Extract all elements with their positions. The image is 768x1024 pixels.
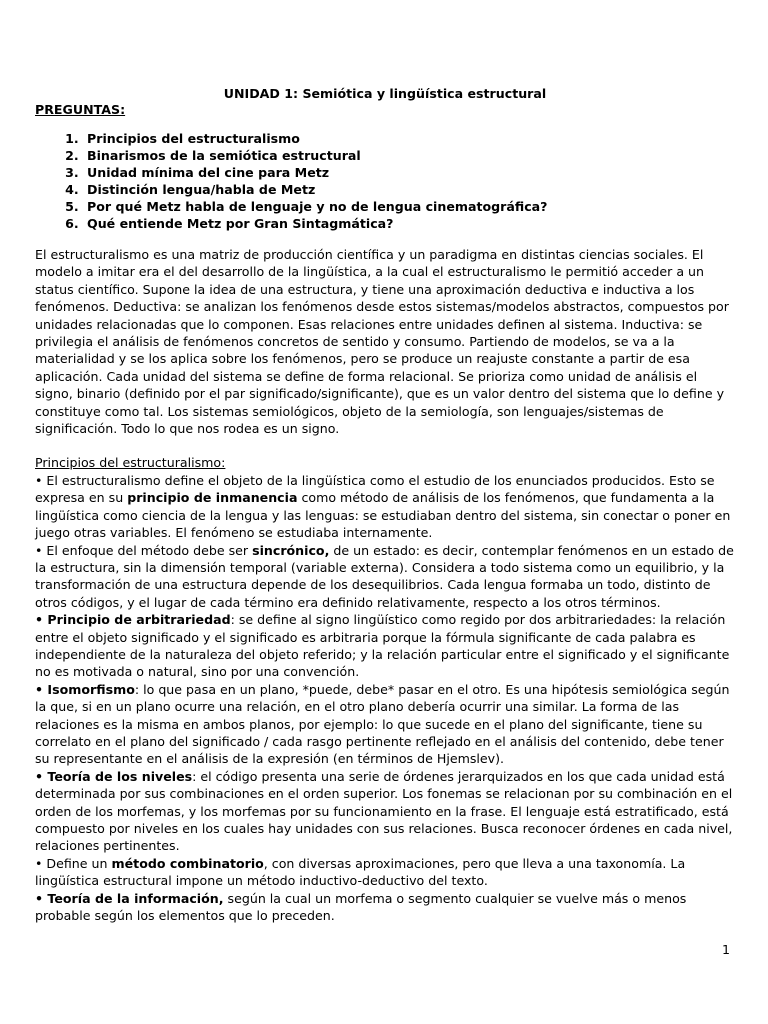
principle-paragraph bbox=[35, 611, 735, 681]
question-item: 1. Principios del estructuralismo bbox=[83, 130, 735, 147]
principle-text: : el código presenta una serie de órdenes jerarquizados en los que cada unidad está determinada por sus combinaciones en el orden superior. Los fonemas se relacionan por su combinación en el orden de los morfemas, y los morfemas por su funcionamiento en la frase. El lenguaje está estratificado, está compuesto por niveles en los cuales hay unidades con sus relaciones. Busca reconocer órdenes en cada nivel, relaciones pertinentes. bbox=[35, 768, 733, 854]
principle-paragraph bbox=[35, 890, 735, 925]
document-body bbox=[35, 86, 735, 924]
question-item: 3. Unidad mínima del cine para Metz bbox=[83, 164, 735, 181]
question-item: 4. Distinción lengua/habla de Metz bbox=[83, 181, 735, 198]
document-title: UNIDAD 1: Semiótica y lingüística estructural bbox=[223, 86, 547, 101]
principle-paragraph bbox=[35, 768, 735, 855]
principle-text: : se define al signo lingüístico como regido por dos arbitrariedades: la relación entre el objeto significado y el significado es arbitraria porque la fórmula significante de cada palabra es independiente de la naturaleza del objeto referido; y la relación particular entre el significado y el significante no es motivada o natural, sino por una convención. bbox=[35, 612, 730, 680]
question-item: 5. Por qué Metz habla de lenguaje y no de lengua cinematográfica? bbox=[83, 198, 735, 215]
principle-paragraph bbox=[35, 855, 735, 890]
principle-term: sincrónico, bbox=[252, 542, 330, 558]
questions-list bbox=[35, 130, 735, 232]
principle-term: • Isomorfismo bbox=[35, 681, 135, 697]
principle-text: de un estado: es decir, contemplar fenómenos en un estado de la estructura, sin la dimensión temporal (variable externa). Considera a todo sistema como un equilibrio, y la transformación de una estructura depende de los desequilibrios. Cada lengua formaba un todo, distinto de otros códigos, y el lugar de cada término era definido relativamente, respecto a los otros términos. bbox=[35, 542, 734, 610]
principle-term: método combinatorio bbox=[111, 855, 264, 871]
principle-paragraph bbox=[35, 681, 735, 768]
section-heading: Principios del estructuralismo: bbox=[35, 455, 226, 471]
principle-term: • Principio de arbitrariedad bbox=[35, 612, 231, 628]
principle-term: • Teoría de los niveles bbox=[35, 768, 193, 784]
principle-term: principio de inmanencia bbox=[127, 490, 298, 506]
principle-paragraph bbox=[35, 472, 735, 542]
questions-heading: PREGUNTAS: bbox=[35, 102, 126, 117]
principle-paragraph bbox=[35, 542, 735, 612]
principle-text: , con diversas aproximaciones, pero que lleva a una taxonomía. La lingüística estructural impone un método inductivo-deductivo del texto. bbox=[35, 855, 686, 889]
principle-term: • Teoría de la información, bbox=[35, 890, 224, 906]
question-item: 6. Qué entiende Metz por Gran Sintagmática? bbox=[83, 215, 735, 232]
intro-paragraph: El estructuralismo es una matriz de producción científica y un paradigma en distintas ciencias sociales. El modelo a imitar era el del desarrollo de la lingüística, a la cual el estructuralismo le permitió acceder a un status científico. Supone la idea de una estructura, y tiene una aproximación deductiva e inductiva a los fenómenos. Deductiva: se analizan los fenómenos desde estos sistemas/modelos abstractos, compuestos por unidades relacionadas que lo componen. Esas relaciones entre unidades definen al sistema. Inductiva: se privilegia el análisis de fenómenos concretos de sentido y consumo. Partiendo de modelos, se va a la materialidad y se los aplica sobre los fenómenos, pero se produce un reajuste constante a partir de esa aplicación. Cada unidad del sistema se define de forma relacional. Se prioriza como unidad de análisis el signo, binario (definido por el par significado/significante), que es un valor dentro del sistema que lo define y constituye como tal. Los sistemas semiológicos, objeto de la semiología, son lenguajes/sistemas de significación. Todo lo que nos rodea es un signo. bbox=[35, 247, 729, 437]
principle-text: • Define un bbox=[35, 855, 112, 871]
principle-text: según la cual un morfema o segmento cualquier se vuelve más o menos probable según los elementos que lo preceden. bbox=[35, 890, 687, 924]
principle-text: • El estructuralismo define el objeto de la lingüística como el estudio de los enunciados producidos. Esto se expresa en su bbox=[35, 472, 715, 506]
page-number: 1 bbox=[722, 942, 731, 957]
question-item: 2. Binarismos de la semiótica estructural bbox=[83, 147, 735, 164]
principle-text: • El enfoque del método debe ser bbox=[35, 542, 253, 558]
principle-text: : lo que pasa en un plano, *puede, debe* pasar en el otro. Es una hipótesis semiológica según la que, si en un plano ocurre una relación, en el otro plano debería ocurrir una similar. La forma de las relaciones es la misma en ambos planos, por ejemplo: lo que sucede en el plano del significante, tiene su correlato en el plano del significado / cada rasgo pertinente reflejado en el análisis del contenido, debe tener su representante en el análisis de la expresión (en términos de Hjemslev). bbox=[35, 681, 730, 767]
principle-text: como método de análisis de los fenómenos, que fundamenta a la lingüística como ciencia de la lengua y las lenguas: se estudiaban dentro del sistema, sin conectar o poner en juego otras variables. El fenómeno se estudiaba internamente. bbox=[35, 490, 731, 541]
